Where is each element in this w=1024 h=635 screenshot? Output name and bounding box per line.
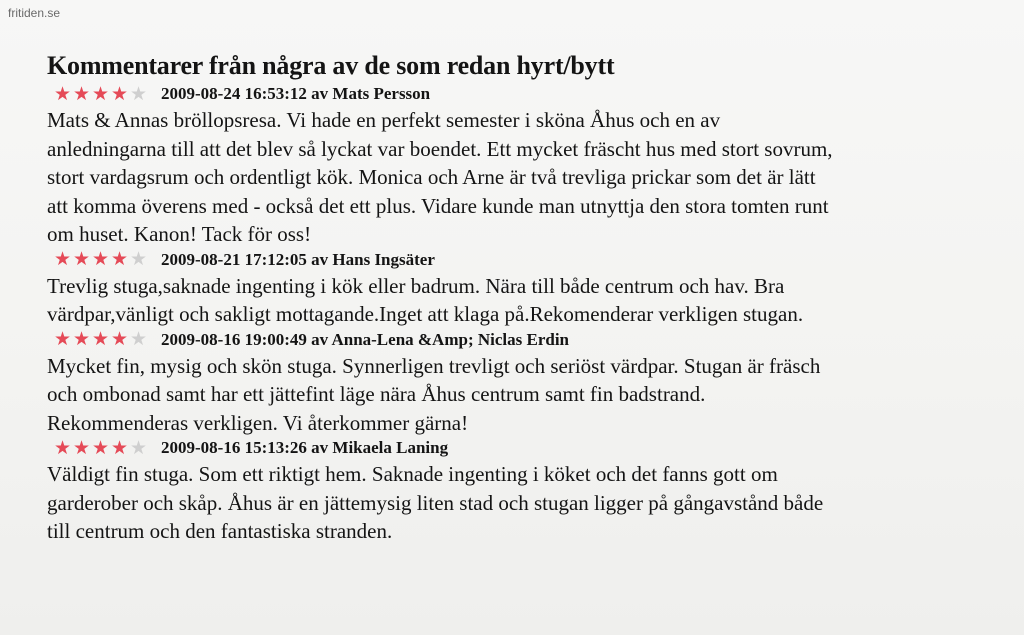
star-filled-icon: ★ — [91, 436, 110, 459]
star-empty-icon: ★ — [129, 82, 148, 105]
star-rating — [53, 330, 157, 349]
review-date-author: 2009-08-16 15:13:26 av Mikaela Laning — [161, 438, 449, 457]
review-meta — [47, 437, 1007, 459]
review — [47, 437, 1007, 546]
star-filled-icon: ★ — [110, 82, 129, 105]
review — [47, 83, 1007, 249]
review — [47, 249, 1007, 329]
review-text: Mycket fin, mysig och skön stuga. Synnerligen trevligt och seriöst värdpar. Stugan är fräsch och ombonad samt har ett jättefint läge nära Åhus centrum samt fin badstrand. Rekommenderas verkligen. Vi återkommer gärna! — [47, 353, 821, 435]
star-filled-icon: ★ — [110, 436, 129, 459]
star-filled-icon: ★ — [72, 436, 91, 459]
star-empty-icon: ★ — [129, 436, 148, 459]
star-empty-icon: ★ — [129, 248, 148, 270]
review — [47, 329, 1007, 438]
review-date-author: 2009-08-16 19:00:49 av Anna-Lena &Amp; Niclas Erdin — [161, 329, 570, 349]
site-watermark: fritiden.se — [8, 6, 61, 20]
star-filled-icon: ★ — [53, 328, 72, 350]
page-title: Kommentarer från några av de som redan hyrt/bytt — [47, 51, 615, 80]
comments-section — [47, 49, 1007, 546]
star-filled-icon: ★ — [53, 436, 72, 459]
star-filled-icon: ★ — [53, 82, 72, 105]
star-filled-icon: ★ — [72, 248, 91, 270]
star-filled-icon: ★ — [72, 328, 91, 350]
star-filled-icon: ★ — [110, 328, 129, 350]
star-filled-icon: ★ — [91, 82, 110, 105]
star-empty-icon: ★ — [129, 328, 148, 350]
star-rating — [53, 82, 157, 105]
review-date-author: 2009-08-24 16:53:12 av Mats Persson — [161, 84, 431, 103]
review-text: Mats & Annas bröllopsresa. Vi hade en perfekt semester i sköna Åhus och en av anledningarna till att det blev så lyckat var boendet. Ett mycket fräscht hus med stort sovrum, stort vardagsrum och ordentligt kök. Monica och Arne är två trevliga prickar som det är lätt att komma överens med - också det ett plus. Vidare kunde man utnyttja den stora tomten runt om huset. Kanon! Tack för oss! — [47, 108, 833, 246]
star-filled-icon: ★ — [72, 82, 91, 105]
review-meta — [47, 249, 1007, 271]
review-text: Trevlig stuga,saknade ingenting i kök eller badrum. Nära till både centrum och hav. Bra värdpar,vänligt och sakligt mottagande.Inget att klaga på.Rekomenderar verkligen stugan. — [47, 273, 804, 326]
star-rating — [53, 250, 157, 269]
review-meta — [47, 83, 1007, 105]
star-filled-icon: ★ — [91, 328, 110, 350]
star-rating — [53, 436, 157, 459]
review-text: Väldigt fin stuga. Som ett riktigt hem. Saknade ingenting i köket och det fanns gott om garderober och skåp. Åhus är en jättemysig liten stad och stugan ligger på gångavstånd både till centrum och den fantastiska stranden. — [47, 462, 824, 543]
star-filled-icon: ★ — [110, 248, 129, 270]
review-date-author: 2009-08-21 17:12:05 av Hans Ingsäter — [161, 249, 435, 269]
review-meta — [47, 329, 1007, 351]
star-filled-icon: ★ — [53, 248, 72, 270]
star-filled-icon: ★ — [91, 248, 110, 270]
